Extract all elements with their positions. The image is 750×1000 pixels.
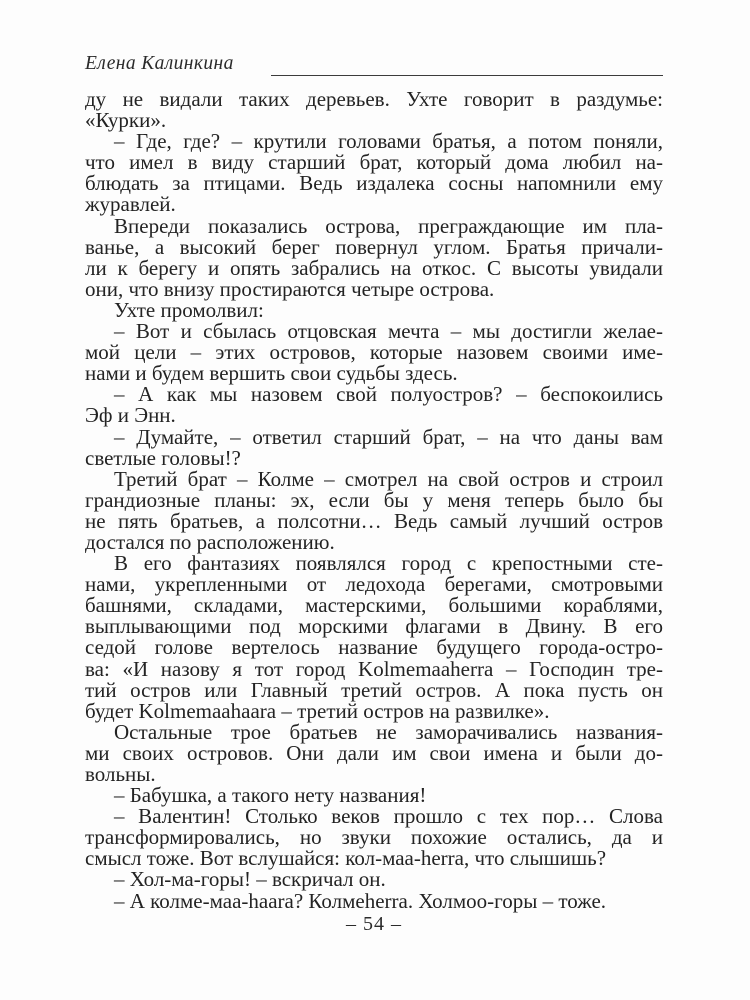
text-line: не пять братьев, а полсотни… Ведь самый лучший остров xyxy=(85,508,663,533)
text-line: – Хол-ма-горы! – вскричал он. xyxy=(114,867,386,892)
text-line: ли к берегу и опять забрались на откос. С высоты увидали xyxy=(85,255,663,280)
text-line: – Думайте, – ответил старший брат, – на что даны вам xyxy=(114,424,663,449)
text-line: трансформировались, но звуки похожие остались, да и xyxy=(85,825,663,850)
header-rule xyxy=(271,75,663,76)
text-line: тий остров или Главный третий остров. А пока пусть он xyxy=(85,677,663,702)
text-line: Третий брат – Колме – смотрел на свой остров и строил xyxy=(114,466,663,491)
text-line: Остальные трое братьев не заморачивались названия- xyxy=(114,719,663,744)
text-line: – А колме-маа-haara? Колмеherra. Холмоо-горы – тоже. xyxy=(114,888,607,913)
text-line: журавлей. xyxy=(85,192,176,217)
text-line: – Валентин! Столько веков прошло с тех пор… Слова xyxy=(114,804,663,829)
text-line: – Бабушка, а такого нету названия! xyxy=(114,783,427,808)
text-line: Впереди показались острова, преграждающие им пла- xyxy=(114,213,663,238)
text-line: вольны. xyxy=(85,762,156,786)
text-line: ванье, а высокий берег повернул углом. Братья причали- xyxy=(85,234,663,259)
text-line: – А как мы назовем свой полуостров? – беспокоились xyxy=(114,382,663,407)
text-line: ду не видали таких деревьев. Ухте говорит в раздумье: xyxy=(85,87,663,111)
running-head xyxy=(85,53,663,79)
page-body-text xyxy=(85,89,663,912)
text-line: достался по расположению. xyxy=(85,529,335,554)
text-line: башнями, складами, мастерскими, большими кораблями, xyxy=(85,593,663,618)
text-line: – Вот и сбылась отцовская мечта – мы достигли желае- xyxy=(114,319,663,344)
author-name: Елена Калинкина xyxy=(85,53,234,74)
text-line: ми своих островов. Они дали им свои имена и были до- xyxy=(85,740,663,765)
text-line: нами и будем вершить свои судьбы здесь. xyxy=(85,361,458,386)
text-line: грандиозные планы: эх, если бы у меня теперь было бы xyxy=(85,487,663,512)
text-line: В его фантазиях появлялся город с крепостными сте- xyxy=(114,551,663,576)
page-number: – 54 – xyxy=(346,913,402,935)
text-line: Эф и Энн. xyxy=(85,403,176,428)
text-line: «Курки». xyxy=(85,108,167,133)
text-line: ва: «И назову я тот город Kolmemaaherra – Господин тре- xyxy=(85,656,663,681)
text-line: выплывающими под морскими флагами в Двину. В его xyxy=(85,614,663,639)
text-line: нами, укрепленными от ледохода берегами, смотровыми xyxy=(85,572,663,597)
text-line: будет Kolmemaahaara – третий остров на развилке». xyxy=(85,698,550,723)
text-line: что имел в виду старший брат, который дома любил на- xyxy=(85,150,663,175)
text-line: смысл тоже. Вот вслушайся: кол-маа-herra, что слышишь? xyxy=(85,846,607,871)
text-line: седой голове вертелось название будущего города-остро- xyxy=(85,635,663,660)
text-line: мой цели – этих островов, которые назовем своими име- xyxy=(85,340,663,365)
text-line: блюдать за птицами. Ведь издалека сосны напомнили ему xyxy=(85,171,663,196)
text-line: светлые головы!? xyxy=(85,445,241,470)
text-line: они, что внизу простираются четыре острова. xyxy=(85,276,495,301)
text-line: – Где, где? – крутили головами братья, а потом поняли, xyxy=(114,129,663,154)
text-line: Ухте промолвил: xyxy=(114,297,264,322)
